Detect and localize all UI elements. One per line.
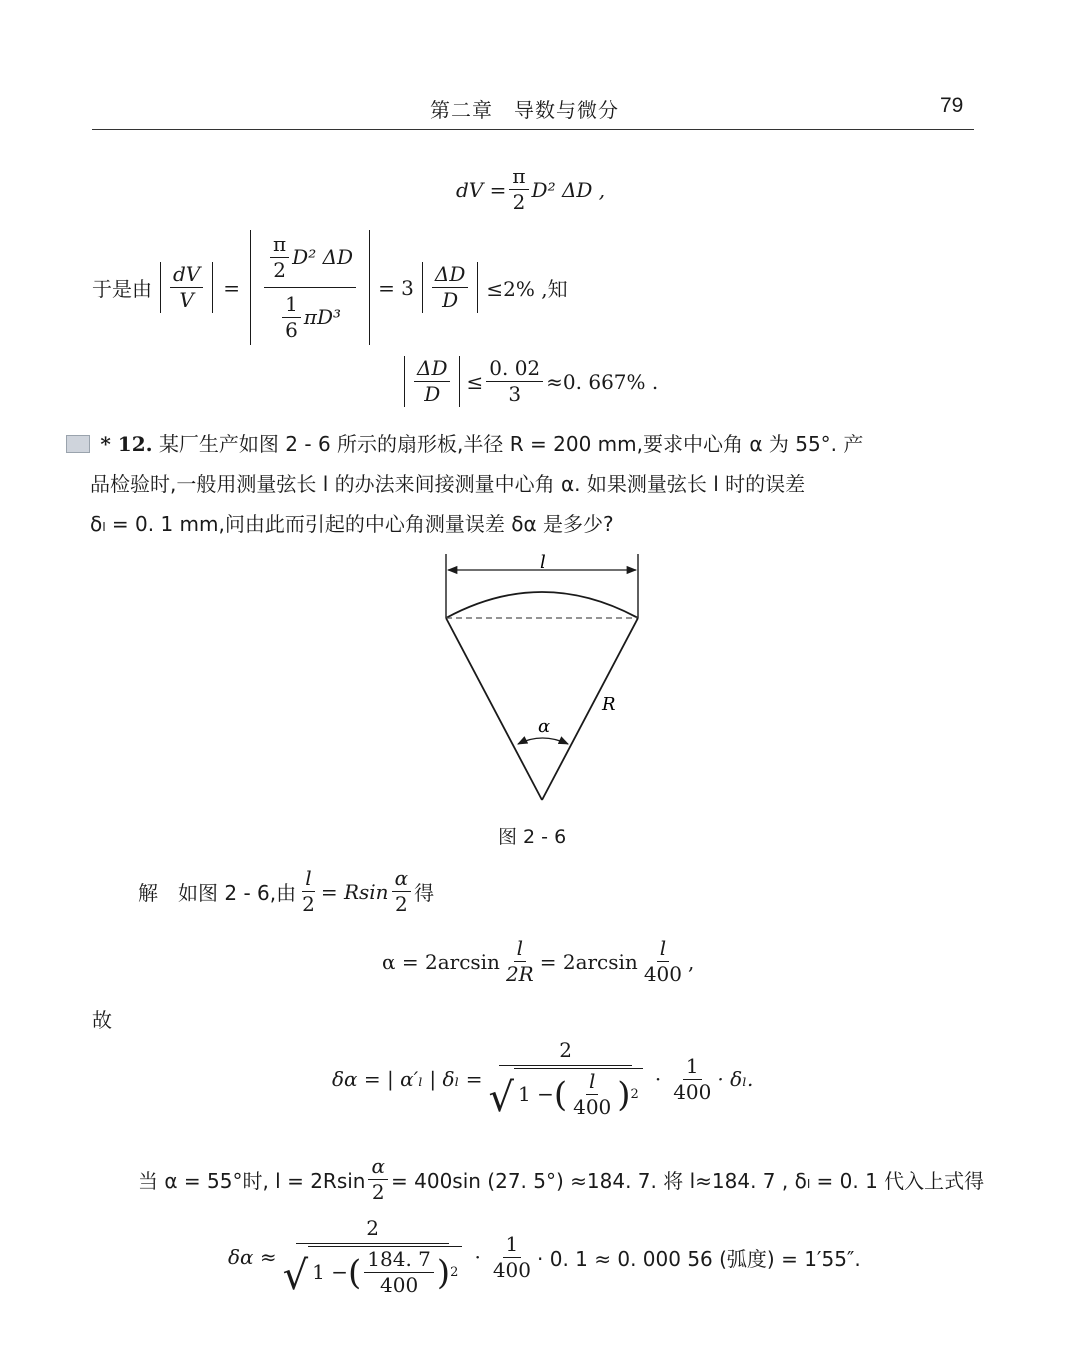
- numerator: l: [586, 1071, 598, 1095]
- when-tail: = 400sin (27. 5°) ≈184. 7. 将 l≈184. 7 , δₗ = 0. 1 代入上式得: [391, 1169, 985, 1193]
- fraction: [503, 938, 537, 985]
- search-icon[interactable]: [66, 435, 90, 453]
- denominator: [485, 1066, 645, 1121]
- ratio-tail: ≤2% ,知: [486, 277, 568, 301]
- denominator: 400: [573, 1095, 612, 1119]
- term: πD³: [303, 305, 341, 329]
- fraction: [282, 294, 301, 341]
- denominator: 400: [380, 1273, 419, 1297]
- fraction: [368, 1156, 388, 1203]
- numerator: l: [657, 938, 669, 962]
- denominator: 3: [508, 382, 522, 406]
- bound-tail: ≈0. 667% .: [546, 369, 659, 394]
- rsin: = Rsin: [320, 879, 389, 904]
- right-paren: ): [436, 1252, 451, 1293]
- denominator: 400: [492, 1257, 531, 1282]
- label-R: R: [602, 694, 616, 715]
- denominator: D: [424, 382, 441, 406]
- problem-number: * 12.: [100, 432, 153, 456]
- numerator: dV: [170, 264, 203, 288]
- fraction: [485, 1038, 645, 1121]
- page-number: 79: [940, 94, 964, 117]
- fraction: [364, 1249, 434, 1296]
- fraction: [490, 1231, 534, 1282]
- numerator: ΔD: [414, 358, 450, 382]
- one-minus: 1 −: [312, 1260, 349, 1284]
- denominator: 2: [273, 258, 286, 282]
- big-fraction: [264, 234, 356, 341]
- numerator: 184. 7: [364, 1249, 434, 1273]
- big-numerator: [264, 234, 356, 288]
- approx-lhs: δα ≈: [228, 1245, 277, 1269]
- numerator: 1: [503, 1234, 522, 1258]
- fraction: [509, 166, 528, 213]
- abs-dv-over-v: [160, 262, 213, 313]
- problem-line-2: [66, 464, 976, 504]
- numerator: 2: [499, 1040, 632, 1066]
- approx-tail: · 0. 1 ≈ 0. 000 56 (弧度) = 1′55″.: [537, 1246, 861, 1271]
- denominator: 2: [512, 190, 526, 214]
- denominator: 2R: [505, 962, 534, 986]
- ratio-prefix: 于是由: [92, 277, 152, 301]
- radicand: [308, 1246, 462, 1296]
- denominator: V: [179, 288, 194, 312]
- equals-sign: =: [223, 275, 241, 300]
- fraction: [432, 264, 468, 311]
- solution-prefix: 解 如图 2 - 6,由: [138, 881, 297, 905]
- numerator: 1: [282, 294, 301, 318]
- ratio-mid: = 3: [378, 275, 414, 300]
- sector-diagram: [430, 548, 660, 808]
- eq-lhs: dV =: [456, 177, 507, 202]
- fraction: [570, 1071, 614, 1118]
- solution-therefore: 故: [92, 1008, 112, 1032]
- problem-text-3: δₗ = 0. 1 mm,问由此而引起的中心角测量误差 δα 是多少?: [90, 512, 614, 536]
- denominator: 2: [302, 892, 315, 916]
- solution-line-1: [138, 868, 434, 915]
- big-denominator: [276, 288, 344, 341]
- denominator: [280, 1244, 466, 1299]
- header-rule: [92, 129, 974, 130]
- fraction: [299, 868, 318, 915]
- left-paren: (: [553, 1074, 568, 1115]
- fraction: [414, 358, 450, 405]
- abs-big-fraction: [250, 230, 370, 345]
- problem-line-3: [66, 504, 976, 544]
- numerator: l: [514, 938, 526, 962]
- sqrt-expression: [488, 1068, 642, 1121]
- dot: ·: [654, 1067, 662, 1091]
- radical-sign: √: [282, 1253, 309, 1299]
- solution-line-6: [228, 1216, 861, 1299]
- eq-tail: D² ΔD ,: [531, 177, 606, 202]
- dot: ·: [474, 1245, 481, 1269]
- abs-dd-over-d: [422, 262, 478, 313]
- exponent: 2: [630, 1086, 639, 1102]
- denominator: 2: [394, 892, 408, 916]
- chapter-title: 第二章 导数与微分: [430, 98, 619, 122]
- fraction: [270, 234, 289, 281]
- when-prefix: 当 α = 55°时, l = 2Rsin: [138, 1169, 366, 1193]
- label-alpha: α: [538, 716, 551, 737]
- equation-bound: [404, 356, 658, 407]
- numerator: l: [302, 868, 314, 892]
- radius-left: [446, 618, 542, 800]
- denominator: 6: [285, 318, 298, 342]
- problem-text-1: 某厂生产如图 2 - 6 所示的扇形板,半径 R = 200 mm,要求中心角 α 为 55°. 产: [158, 432, 864, 456]
- figure-sector: [430, 548, 660, 813]
- left-paren: (: [348, 1252, 362, 1293]
- denominator: 2: [371, 1180, 385, 1204]
- solution-tail: 得: [414, 881, 435, 905]
- fraction: [486, 358, 543, 405]
- solution-line-4: [332, 1038, 754, 1121]
- denominator: 400: [643, 962, 682, 986]
- fraction: [280, 1216, 466, 1299]
- sector-arc: [446, 592, 638, 618]
- radicand: [514, 1068, 643, 1118]
- numerator: 2: [296, 1218, 449, 1244]
- sqrt-expression: [282, 1246, 463, 1299]
- delta-eq-tail: · δₗ.: [717, 1067, 754, 1091]
- fraction: [170, 264, 203, 311]
- figure-caption: 图 2 - 6: [498, 826, 567, 848]
- numerator: 1: [683, 1056, 702, 1080]
- denominator: 400: [673, 1079, 712, 1104]
- denominator: D: [442, 288, 459, 312]
- numerator: α: [368, 1156, 388, 1180]
- one-minus: 1 −: [517, 1082, 554, 1106]
- solution-line-2: [382, 938, 694, 985]
- problem-line-1: [66, 424, 976, 464]
- numerator: ΔD: [432, 264, 468, 288]
- alpha-eq-tail: ,: [688, 949, 695, 974]
- equation-dv: [456, 166, 605, 213]
- le-sign: ≤: [466, 369, 484, 394]
- solution-line-5: [138, 1156, 984, 1203]
- right-paren: ): [617, 1074, 631, 1115]
- numerator: 0. 02: [486, 358, 543, 382]
- fraction: [392, 868, 412, 915]
- radical-sign: √: [488, 1075, 514, 1121]
- alpha-eq-lhs: α = 2arcsin: [382, 949, 500, 974]
- angle-arc: [518, 738, 568, 744]
- exponent: 2: [450, 1264, 459, 1280]
- equation-ratio: [92, 230, 568, 345]
- abs-dd-over-d: [404, 356, 460, 407]
- problem-12: [66, 424, 976, 544]
- fraction: [670, 1053, 714, 1104]
- numerator: π: [270, 234, 289, 258]
- label-l: l: [540, 552, 546, 573]
- problem-text-2: 品检验时,一般用测量弦长 l 的办法来间接测量中心角 α. 如果测量弦长 l 时的误差: [90, 472, 806, 496]
- term: D² ΔD: [292, 245, 354, 269]
- delta-eq-lhs: δα = | α′ₗ | δₗ =: [332, 1067, 483, 1091]
- radius-right: [542, 618, 638, 800]
- numerator: α: [392, 868, 412, 892]
- numerator: π: [509, 166, 528, 190]
- fraction: [641, 938, 685, 985]
- alpha-eq-mid: = 2arcsin: [539, 949, 638, 974]
